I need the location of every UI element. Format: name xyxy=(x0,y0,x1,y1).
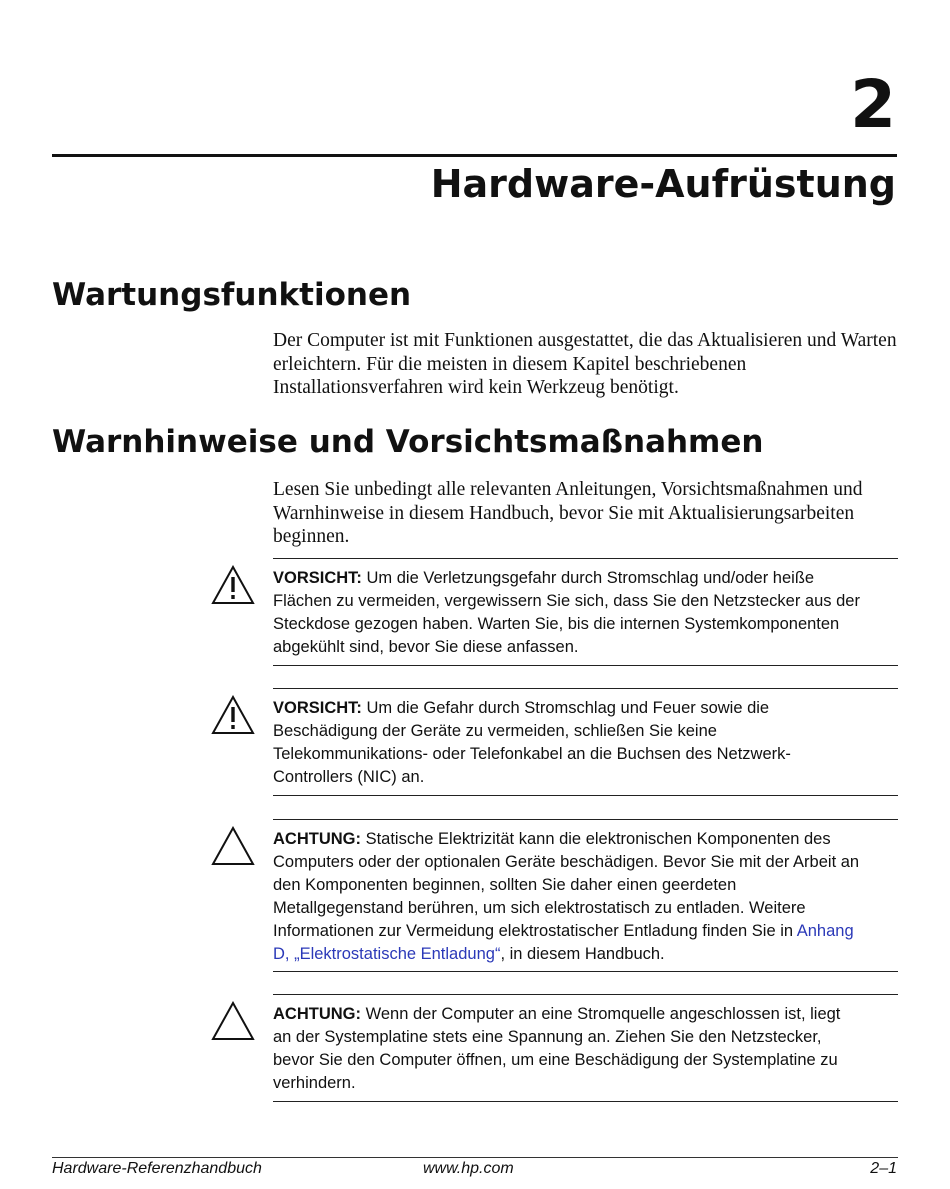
chapter-rule xyxy=(52,154,897,157)
notice-achtung-1 xyxy=(273,819,898,972)
footer-rule xyxy=(52,1157,898,1158)
caution-icon xyxy=(211,1001,255,1041)
notice-text xyxy=(273,995,863,1095)
section-heading-warnhinweise: Warnhinweise und Vorsichtsmaßnahmen xyxy=(52,424,764,460)
caution-icon xyxy=(211,826,255,866)
notice-achtung-2 xyxy=(273,994,898,1102)
notice-text xyxy=(273,559,863,659)
notice-body-end: , in diesem Handbuch. xyxy=(500,945,665,963)
notice-label: VORSICHT: xyxy=(273,699,362,717)
section-paragraph-warnhinweise: Lesen Sie unbedingt alle relevanten Anleitungen, Vorsichtsmaßnahmen und Warnhinweise in diesem Handbuch, bevor Sie mit Aktualisierungsarbeiten beginnen. xyxy=(273,479,863,547)
notice-body: Um die Gefahr durch Stromschlag und Feuer sowie die Beschädigung der Geräte zu vermeiden, schließen Sie keine Telekommunikations- oder Telefonkabel an die Buchsen des Netzwerk-Controllers (NIC) an. xyxy=(273,699,791,786)
section-heading-wartungsfunktionen: Wartungsfunktionen xyxy=(52,277,412,313)
warning-icon xyxy=(211,695,255,735)
warning-icon xyxy=(211,565,255,605)
notice-body: Um die Verletzungsgefahr durch Stromschlag und/oder heiße Flächen zu vermeiden, vergewissern Sie sich, dass Sie den Netzstecker aus der Steckdose gezogen haben. Warten Sie, bis die internen Systemkomponenten abgekühlt sind, bevor Sie diese anfassen. xyxy=(273,569,860,656)
footer-manual-title: Hardware-Referenzhandbuch xyxy=(52,1160,262,1177)
notice-body: Wenn der Computer an eine Stromquelle angeschlossen ist, liegt an der Systemplatine stets eine Spannung an. Ziehen Sie den Netzstecker, bevor Sie den Computer öffnen, um eine Beschädigung der Systemplatine zu verhindern. xyxy=(273,1005,841,1092)
notice-text xyxy=(273,820,863,966)
notice-label: ACHTUNG: xyxy=(273,830,361,848)
notice-vorsicht-1 xyxy=(273,558,898,666)
chapter-number: 2 xyxy=(850,66,896,143)
notice-label: ACHTUNG: xyxy=(273,1005,361,1023)
notice-text xyxy=(273,689,863,789)
section-paragraph-wartung: Der Computer ist mit Funktionen ausgestattet, die das Aktualisieren und Warten erleichtern. Für die meisten in diesem Kapitel beschriebenen Installationsverfahren wird kein Werkzeug benötigt. xyxy=(273,330,897,398)
notice-vorsicht-2 xyxy=(273,688,898,796)
footer-website: www.hp.com xyxy=(423,1160,514,1177)
notice-body: Statische Elektrizität kann die elektronischen Komponenten des Computers oder der optionalen Geräte beschädigen. Bevor Sie mit der Arbeit an den Komponenten beginnen, sollten Sie daher einen geerdeten Metallgegenstand berühren, um sich elektrostatisch zu entladen. Weitere Informationen zur Vermeidung elektrostatischer Entladung finden Sie in xyxy=(273,830,860,940)
chapter-title: Hardware-Aufrüstung xyxy=(430,162,896,206)
notice-label: VORSICHT: xyxy=(273,569,362,587)
footer-page-number: 2–1 xyxy=(870,1160,897,1177)
appendix-d-link[interactable]: Anhang D, „Elektrostatische Entladung“ xyxy=(273,922,854,963)
